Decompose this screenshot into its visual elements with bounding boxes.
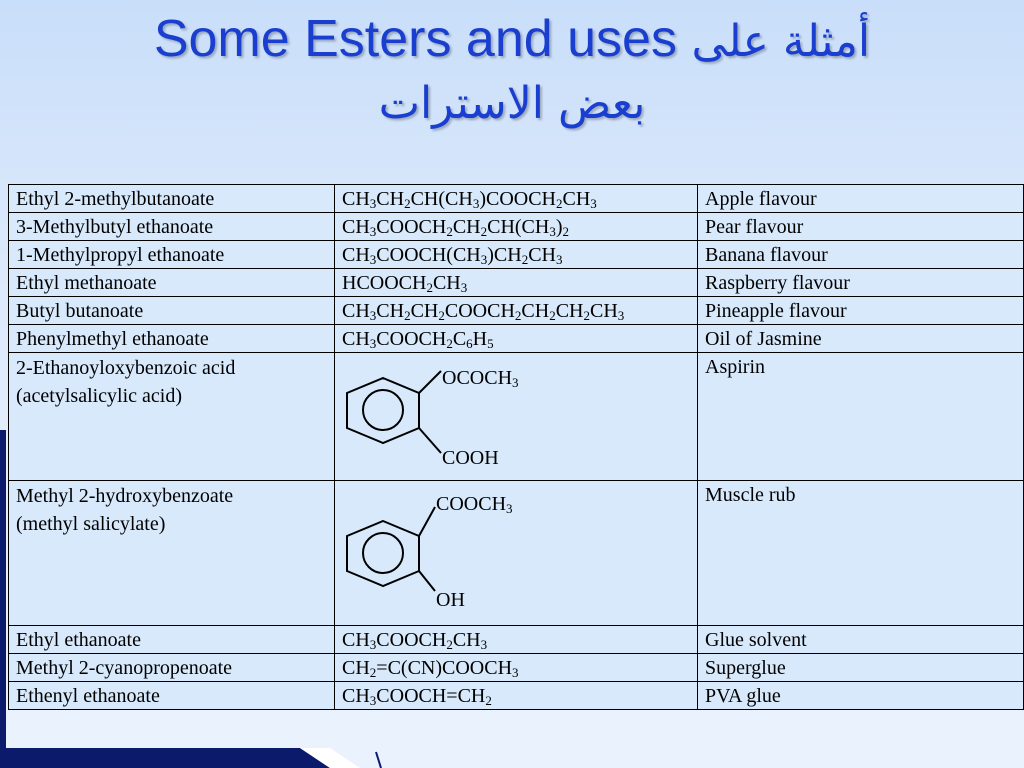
table-row-methyl-salicylate [9,481,1024,626]
ester-formula: $CH_3COOCH(CH_3)CH_2CH_3$ [335,241,698,269]
title-line-1 [0,8,1024,73]
ester-use: Pear flavour [698,213,1024,241]
ester-formula: $CH_3COOCH_2CH_3$ [335,626,698,654]
ester-use: Aspirin [698,353,1024,481]
ester-name-line: Methyl 2-hydroxybenzoate [16,485,234,507]
ester-name: Phenylmethyl ethanoate [9,325,335,353]
aspirin-structure [335,353,698,481]
title-english: Some Esters and uses [153,10,677,68]
ester-use: Muscle rub [698,481,1024,626]
ester-name: Ethenyl ethanoate [9,682,335,710]
ester-name: Methyl 2-cyanopropenoate [9,654,335,682]
table-row [9,626,1024,654]
substituent-label-top: $COOCH_3$ [436,493,513,516]
ester-formula: $HCOOCH_2CH_3$ [335,269,698,297]
table-row [9,185,1024,213]
table-row [9,325,1024,353]
ester-use: Glue solvent [698,626,1024,654]
ester-name: 1-Methylpropyl ethanoate [9,241,335,269]
ester-use: Superglue [698,654,1024,682]
ester-use: Oil of Jasmine [698,325,1024,353]
methyl-salicylate-structure [335,481,698,626]
ester-use: PVA glue [698,682,1024,710]
ester-formula: $CH_2=C(CN)COOCH_3$ [335,654,698,682]
table-row [9,213,1024,241]
ester-use: Banana flavour [698,241,1024,269]
ester-formula: $CH_3COOCH_2CH_2CH(CH_3)_2$ [335,213,698,241]
ester-formula: $CH_3COOCH=CH_2$ [335,682,698,710]
ester-name-line: (acetylsalicylic acid) [16,385,183,407]
esters-table [8,184,1024,710]
ester-name [9,481,335,626]
ester-use: Raspberry flavour [698,269,1024,297]
substituent-label-bottom: OH [436,589,465,611]
ester-name: Ethyl 2-methylbutanoate [9,185,335,213]
ester-use: Pineapple flavour [698,297,1024,325]
ester-name-line: 2-Ethanoyloxybenzoic acid [16,357,236,379]
table-row-aspirin [9,353,1024,481]
ester-name: Butyl butanoate [9,297,335,325]
table-row [9,241,1024,269]
table-row [9,682,1024,710]
ester-formula: $CH_3CH_2CH_2COOCH_2CH_2CH_2CH_3$ [335,297,698,325]
ester-formula: $CH_3CH_2CH(CH_3)COOCH_2CH_3$ [335,185,698,213]
ester-name-line: (methyl salicylate) [16,513,166,535]
slide-title [0,8,1024,135]
table-row [9,269,1024,297]
substituent-label-bottom: COOH [442,447,499,469]
title-arabic-1: أمثلة على [691,16,871,67]
ester-name [9,353,335,481]
title-arabic-2: بعض الاسترات [378,78,646,129]
ester-name: Ethyl ethanoate [9,626,335,654]
ester-use: Apple flavour [698,185,1024,213]
ester-name: 3-Methylbutyl ethanoate [9,213,335,241]
table-row [9,654,1024,682]
ester-name: Ethyl methanoate [9,269,335,297]
table-row [9,297,1024,325]
ester-formula: $CH_3COOCH_2C_6H_5$ [335,325,698,353]
substituent-label-top: $OCOCH_3$ [442,367,519,390]
